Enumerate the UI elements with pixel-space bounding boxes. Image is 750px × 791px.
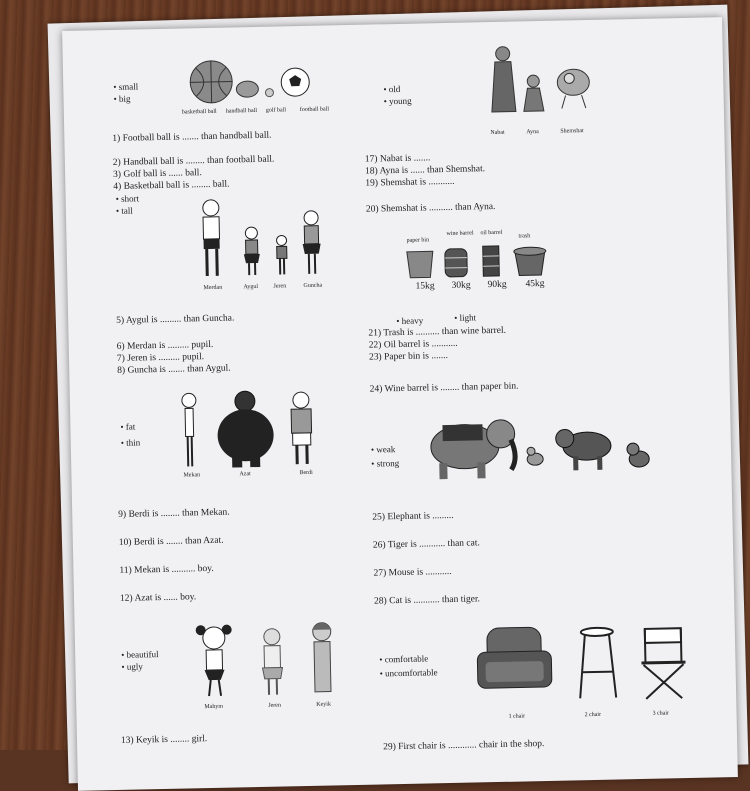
- ball-label-basketball: basketball ball: [182, 109, 217, 116]
- children-height-illustration: [191, 193, 333, 284]
- question-21: 21) Trash is .......... than wine barrel.: [368, 326, 506, 339]
- name-azat: Azat: [239, 471, 250, 477]
- name-mahym: Mahym: [204, 704, 223, 710]
- bullet-tall: • tall: [116, 206, 133, 216]
- name-aygul: Aygul: [243, 284, 258, 290]
- worksheet-page: [62, 17, 738, 791]
- name-ayna: Ayna: [526, 129, 539, 135]
- name-jeren: Jeren: [273, 283, 286, 289]
- question-9: 9) Berdi is ........ than Mekan.: [118, 508, 230, 520]
- question-11: 11) Mekan is .......... boy.: [119, 564, 213, 576]
- question-5: 5) Aygul is ......... than Guncha.: [116, 313, 234, 325]
- bullet-fat: • fat: [120, 422, 135, 432]
- shemshat-figure: [557, 69, 590, 109]
- name-merdan: Merdan: [203, 285, 222, 291]
- weight-paper-bin: 15kg: [415, 281, 434, 291]
- armchair-icon: [477, 627, 552, 689]
- bar-stool-icon: [579, 628, 616, 699]
- cat-icon: [627, 443, 649, 467]
- label-paper-bin: paper bin: [407, 237, 430, 243]
- chairs-illustration: [475, 618, 697, 713]
- tiger-icon: [556, 429, 612, 471]
- bullet-heavy: • heavy: [396, 315, 423, 326]
- bullet-beautiful: • beautiful: [121, 649, 159, 660]
- name-guncha: Guncha: [303, 283, 322, 289]
- oil-barrel-icon: [483, 246, 500, 276]
- question-25: 25) Elephant is .........: [372, 511, 453, 523]
- handball-icon: [236, 81, 258, 97]
- weights-illustration: [405, 243, 566, 280]
- bullet-old: • old: [383, 84, 400, 94]
- jeren-girl-figure: [262, 629, 283, 695]
- bullet-young: • young: [384, 96, 412, 107]
- bullet-big: • big: [113, 94, 130, 104]
- guncha-figure: [302, 211, 321, 274]
- bullet-small: • small: [113, 81, 138, 92]
- label-wine-barrel: wine barrel: [446, 230, 473, 237]
- name-mekan: Mekan: [183, 472, 200, 478]
- question-26: 26) Tiger is ........... than cat.: [373, 538, 480, 550]
- azat-figure: [217, 391, 275, 468]
- label-trash: trash: [518, 233, 530, 239]
- keyik-figure: [312, 622, 333, 691]
- question-18: 18) Ayna is ...... than Shemshat.: [365, 164, 485, 177]
- ball-label-football: football ball: [300, 106, 329, 113]
- question-1: 1) Football ball is ....... than handball ball.: [112, 131, 271, 144]
- ayna-figure: [523, 75, 544, 111]
- mouse-icon: [527, 447, 543, 465]
- folding-chair-icon: [641, 628, 686, 699]
- label-chair-2: 2 chair: [584, 712, 601, 718]
- label-oil-barrel: oil barrel: [480, 230, 502, 236]
- question-3: 3) Golf ball is ...... ball.: [113, 168, 202, 180]
- animals-illustration: [426, 407, 657, 484]
- mekan-figure: [182, 393, 198, 466]
- wine-barrel-icon: [445, 249, 468, 277]
- ball-label-golf: golf ball: [266, 107, 286, 113]
- jeren-figure: [276, 235, 287, 274]
- question-13: 13) Keyik is ........ girl.: [121, 734, 207, 746]
- name-nabat: Nabat: [490, 130, 504, 136]
- golf-ball-icon: [265, 89, 273, 97]
- question-27: 27) Mouse is ...........: [373, 567, 451, 579]
- name-jeren-girl: Jeren: [268, 703, 281, 709]
- question-4: 4) Basketball ball is ........ ball.: [113, 180, 229, 192]
- bullet-strong: • strong: [371, 458, 399, 469]
- question-10: 10) Berdi is ....... than Azat.: [119, 536, 224, 548]
- merdan-figure: [203, 200, 221, 276]
- bullet-weak: • weak: [371, 444, 396, 455]
- aygul-figure: [243, 227, 260, 275]
- weight-trash: 45kg: [525, 279, 544, 289]
- bullet-comfortable: • comfortable: [379, 653, 428, 664]
- weight-oil-barrel: 90kg: [487, 280, 506, 290]
- paper-bin-icon: [407, 251, 434, 278]
- question-8: 8) Guncha is ....... than Aygul.: [117, 364, 231, 376]
- weight-wine-barrel: 30kg: [451, 280, 470, 290]
- question-17: 17) Nabat is .......: [365, 153, 431, 164]
- bullet-thin: • thin: [121, 437, 141, 447]
- bullet-light: • light: [454, 312, 476, 322]
- elephant-icon: [430, 420, 515, 480]
- name-keyik: Keyik: [316, 702, 331, 708]
- question-24: 24) Wine barrel is ........ than paper bin.: [370, 382, 519, 395]
- family-age-illustration: [482, 42, 604, 124]
- name-shemshat: Shemshat: [560, 128, 583, 134]
- question-23: 23) Paper bin is .......: [369, 351, 448, 363]
- question-7: 7) Jeren is ......... pupil.: [117, 352, 204, 364]
- bullet-short: • short: [116, 193, 140, 203]
- ball-label-handball: handball ball: [226, 108, 257, 115]
- question-20: 20) Shemshat is .......... than Ayna.: [366, 202, 496, 215]
- berdi-figure: [291, 392, 313, 464]
- question-28: 28) Cat is ........... than tiger.: [374, 594, 480, 606]
- label-chair-1: 1 chair: [509, 713, 526, 719]
- mahym-figure: [196, 625, 233, 697]
- question-22: 22) Oil barrel is ...........: [369, 339, 458, 351]
- bullet-uncomfortable: • uncomfortable: [380, 667, 438, 678]
- nabat-figure: [491, 47, 516, 112]
- girls-beauty-illustration: [189, 615, 351, 703]
- name-berdi: Berdi: [299, 470, 312, 476]
- boys-build-illustration: [175, 385, 337, 473]
- question-2: 2) Handball ball is ........ than football ball.: [113, 155, 275, 168]
- question-12: 12) Azat is ...... boy.: [120, 592, 196, 604]
- question-29: 29) First chair is ............ chair in the shop.: [383, 739, 544, 752]
- label-chair-3: 3 chair: [652, 710, 669, 716]
- question-6: 6) Merdan is ......... pupil.: [117, 340, 214, 352]
- question-19: 19) Shemshat is ...........: [365, 177, 454, 189]
- bullet-ugly: • ugly: [121, 661, 143, 671]
